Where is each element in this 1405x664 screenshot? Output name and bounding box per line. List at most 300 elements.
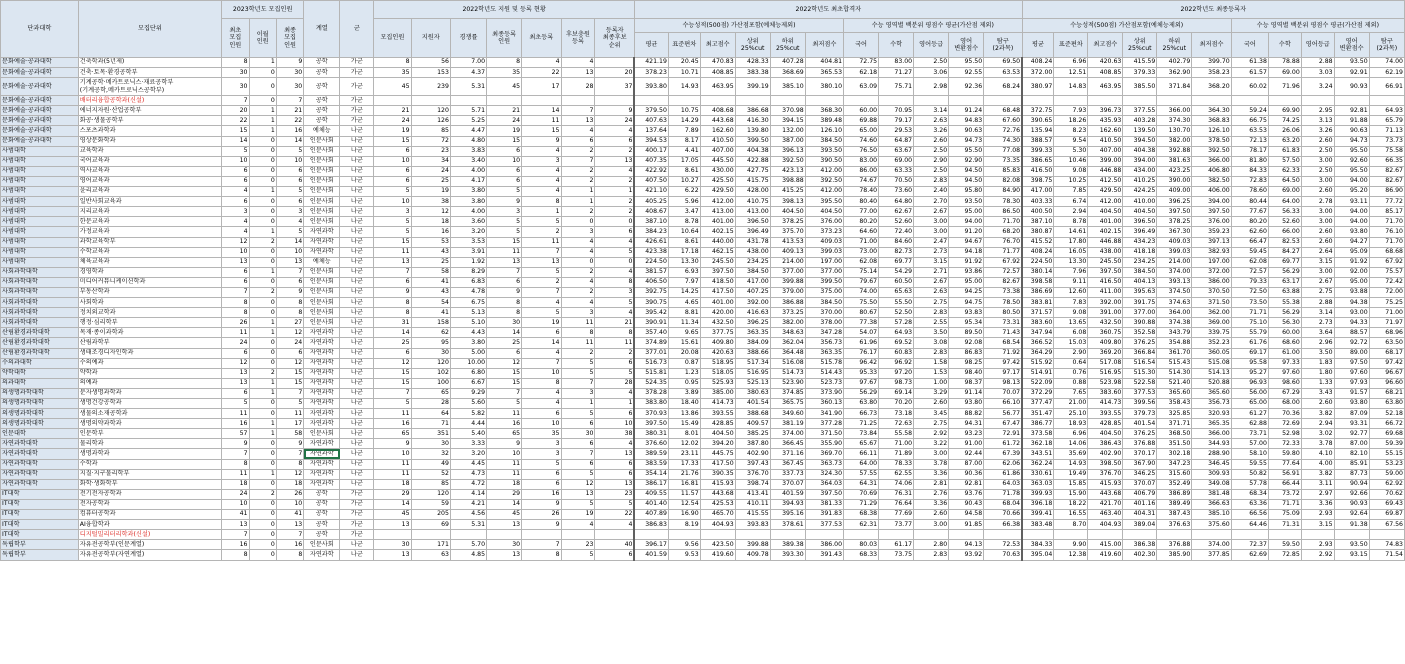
cell-apply[interactable]: 3.60	[450, 217, 486, 227]
cell-first[interactable]: 404.81	[805, 58, 843, 68]
cell-final[interactable]	[1054, 96, 1088, 106]
cell-apply[interactable]: 14	[522, 106, 561, 116]
cell-final[interactable]: 91.38	[1334, 520, 1369, 530]
cell-final[interactable]: 362.24	[1022, 459, 1054, 469]
cell-final[interactable]: 72.00	[1369, 287, 1404, 297]
cell-apply[interactable]: 21	[374, 106, 411, 116]
cell-final[interactable]: 77.72	[1369, 197, 1404, 207]
cell-univ[interactable]: IT대학	[1, 510, 79, 520]
cell-final[interactable]: 412.50	[1088, 176, 1123, 186]
cell-apply[interactable]: 5	[561, 499, 595, 509]
cell-final[interactable]: 3.26	[1301, 126, 1334, 136]
cell-apply[interactable]: 10	[522, 368, 561, 378]
cell-final[interactable]: 94.38	[1334, 298, 1369, 308]
cell-final[interactable]: 364.00	[1157, 308, 1192, 318]
cell-apply[interactable]: 10	[487, 156, 522, 166]
cell-first[interactable]: 62.55	[879, 469, 914, 479]
cell-first[interactable]: 8.19	[668, 520, 700, 530]
cell-final[interactable]: 394.00	[1192, 197, 1231, 207]
cell-apply[interactable]: 5	[595, 298, 635, 308]
cell-final[interactable]: 50.82	[1231, 469, 1268, 479]
cell-first[interactable]: 417.00	[735, 277, 770, 287]
cell-apply[interactable]: 6.67	[450, 378, 486, 388]
cell-final[interactable]: 371.84	[1157, 78, 1192, 96]
cell-first[interactable]: 410.50	[700, 136, 735, 146]
cell-track[interactable]: 인문사회	[304, 197, 340, 207]
cell-final[interactable]: 370.50	[1192, 287, 1231, 297]
cell-apply[interactable]: 7	[522, 247, 561, 257]
cell-plan[interactable]: 0	[249, 439, 276, 449]
cell-apply[interactable]: 3	[561, 308, 595, 318]
cell-final[interactable]: 63.88	[1268, 287, 1301, 297]
cell-plan[interactable]: 0	[249, 459, 276, 469]
cell-final[interactable]: 361.70	[1157, 348, 1192, 358]
cell-final[interactable]: 8.23	[1054, 126, 1088, 136]
cell-first[interactable]: 20.45	[668, 58, 700, 68]
cell-plan[interactable]: 0	[249, 540, 276, 550]
cell-first[interactable]: 1.00	[914, 378, 949, 388]
cell-first[interactable]: 55.50	[879, 298, 914, 308]
cell-final[interactable]: 26.06	[1268, 126, 1301, 136]
cell-final[interactable]: 71.71	[1231, 308, 1268, 318]
cell-first[interactable]: 8.81	[668, 308, 700, 318]
cell-final[interactable]: 95.50	[1334, 166, 1369, 176]
cell-track[interactable]: 인문사회	[304, 287, 340, 297]
cell-apply[interactable]: 65	[487, 429, 522, 439]
cell-apply[interactable]: 8	[595, 277, 635, 287]
cell-final[interactable]: 380.87	[1022, 227, 1054, 237]
cell-final[interactable]: 3.00	[1301, 207, 1334, 217]
cell-apply[interactable]: 6	[374, 277, 411, 287]
cell-first[interactable]: 98.37	[949, 378, 984, 388]
cell-first[interactable]: 418.50	[700, 277, 735, 287]
cell-unit[interactable]: 배터리융합공학과(신설)	[78, 96, 221, 106]
cell-apply[interactable]: 16	[374, 419, 411, 429]
cell-apply[interactable]: 8	[595, 328, 635, 338]
cell-final[interactable]: 64.50	[1268, 176, 1301, 186]
cell-final[interactable]: 68.60	[1268, 338, 1301, 348]
cell-apply[interactable]: 4	[561, 277, 595, 287]
cell-first[interactable]: 91.92	[949, 257, 984, 267]
cell-first[interactable]: 14.29	[668, 116, 700, 126]
cell-first[interactable]: 8.17	[668, 136, 700, 146]
cell-plan[interactable]: 4	[222, 217, 249, 227]
cell-final[interactable]: 399.03	[1157, 247, 1192, 257]
cell-first[interactable]: 4.41	[668, 146, 700, 156]
cell-first[interactable]: 97.67	[844, 378, 879, 388]
cell-first[interactable]: 60.50	[879, 277, 914, 287]
cell-plan[interactable]: 21	[276, 106, 303, 116]
cell-apply[interactable]: 14	[374, 499, 411, 509]
cell-first[interactable]	[634, 96, 668, 106]
cell-univ[interactable]: IT대학	[1, 489, 79, 499]
cell-first[interactable]: 92.55	[949, 68, 984, 78]
cell-plan[interactable]: 24	[222, 489, 249, 499]
cell-first[interactable]: 11.34	[668, 318, 700, 328]
cell-gun[interactable]: 가군	[340, 520, 374, 530]
cell-apply[interactable]: 4	[561, 520, 595, 530]
cell-first[interactable]: 381.33	[805, 499, 843, 509]
cell-final[interactable]: 3.00	[1301, 156, 1334, 166]
cell-first[interactable]: 391.43	[805, 550, 843, 560]
cell-first[interactable]: 62.18	[844, 68, 879, 78]
cell-apply[interactable]: 72	[411, 136, 450, 146]
cell-final[interactable]: 356.73	[1192, 399, 1231, 409]
cell-apply[interactable]: 7	[374, 267, 411, 277]
cell-final[interactable]: 399.00	[1088, 156, 1123, 166]
cell-final[interactable]: 383.60	[1022, 318, 1054, 328]
cell-final[interactable]: 443.68	[1088, 489, 1123, 499]
cell-first[interactable]: 412.00	[805, 166, 843, 176]
cell-first[interactable]: 95.34	[949, 318, 984, 328]
cell-univ[interactable]: 산림환경과학대학	[1, 338, 79, 348]
cell-first[interactable]: 64.87	[879, 136, 914, 146]
cell-final[interactable]: 309.93	[1192, 469, 1231, 479]
cell-plan[interactable]: 24	[222, 338, 249, 348]
cell-final[interactable]: 417.00	[1022, 187, 1054, 197]
cell-plan[interactable]: 20	[222, 106, 249, 116]
cell-track[interactable]: 인문사회	[304, 308, 340, 318]
cell-first[interactable]: 93.80	[949, 399, 984, 409]
cell-plan[interactable]: 0	[249, 197, 276, 207]
cell-final[interactable]: 58.10	[1231, 449, 1268, 459]
cell-first[interactable]: 126.10	[805, 126, 843, 136]
cell-final[interactable]: 366.00	[1192, 156, 1231, 166]
cell-final[interactable]: 76.10	[1369, 227, 1404, 237]
cell-first[interactable]: 523.73	[805, 378, 843, 388]
cell-gun[interactable]: 나군	[340, 146, 374, 156]
cell-plan[interactable]: 7	[222, 449, 249, 459]
cell-first[interactable]: 383.38	[735, 68, 770, 78]
cell-final[interactable]: 4.00	[1301, 459, 1334, 469]
cell-track[interactable]: 공학	[304, 58, 340, 68]
cell-final[interactable]: 65.79	[1369, 116, 1404, 126]
cell-final[interactable]: 94.27	[1334, 237, 1369, 247]
cell-gun[interactable]: 가군	[340, 530, 374, 540]
cell-plan[interactable]: 6	[222, 267, 249, 277]
cell-unit[interactable]: 물리학과	[78, 439, 221, 449]
cell-first[interactable]: 381.57	[634, 267, 668, 277]
cell-apply[interactable]: 49	[411, 459, 450, 469]
cell-plan[interactable]: 13	[222, 378, 249, 388]
cell-apply[interactable]: 10	[595, 419, 635, 429]
cell-plan[interactable]: 5	[222, 399, 249, 409]
cell-first[interactable]: 71.70	[984, 217, 1022, 227]
cell-final[interactable]: 197.00	[1192, 257, 1231, 267]
cell-first[interactable]: 65.63	[879, 287, 914, 297]
cell-first[interactable]: 64.03	[984, 479, 1022, 489]
cell-final[interactable]: 376.88	[1123, 439, 1157, 449]
cell-first[interactable]: 356.73	[805, 338, 843, 348]
cell-apply[interactable]: 23	[595, 489, 635, 499]
cell-first[interactable]: 404.50	[700, 429, 735, 439]
cell-apply[interactable]: 11	[561, 318, 595, 328]
cell-first[interactable]: 3.00	[914, 217, 949, 227]
cell-apply[interactable]: 8	[522, 378, 561, 388]
cell-apply[interactable]: 5	[595, 368, 635, 378]
cell-apply[interactable]: 4	[561, 58, 595, 68]
cell-first[interactable]: 23.11	[668, 449, 700, 459]
cell-apply[interactable]: 11	[374, 469, 411, 479]
cell-first[interactable]: 373.25	[770, 308, 805, 318]
cell-univ[interactable]: 사범대학	[1, 156, 79, 166]
cell-first[interactable]: 6.93	[668, 267, 700, 277]
cell-first[interactable]: 408.85	[700, 68, 735, 78]
cell-univ[interactable]: 문화예술·공과대학	[1, 78, 79, 96]
cell-first[interactable]: 76.70	[984, 237, 1022, 247]
cell-final[interactable]: 80.44	[1231, 197, 1268, 207]
cell-first[interactable]: 7.89	[668, 126, 700, 136]
cell-first[interactable]: 73.38	[984, 287, 1022, 297]
cell-first[interactable]: 398.13	[770, 197, 805, 207]
cell-final[interactable]: 401.00	[1088, 217, 1123, 227]
cell-final[interactable]: 70.36	[1268, 409, 1301, 419]
cell-first[interactable]: 20.08	[668, 348, 700, 358]
cell-final[interactable]: 15.85	[1054, 479, 1088, 489]
cell-apply[interactable]: 4	[595, 267, 635, 277]
cell-first[interactable]: 63.53	[984, 68, 1022, 78]
cell-final[interactable]: 61.76	[1231, 338, 1268, 348]
cell-plan[interactable]: 9	[276, 58, 303, 68]
cell-final[interactable]: 13.30	[1054, 257, 1088, 267]
cell-first[interactable]	[805, 530, 843, 540]
cell-apply[interactable]: 6.75	[450, 298, 486, 308]
cell-first[interactable]: 407.28	[770, 58, 805, 68]
cell-apply[interactable]: 3	[374, 207, 411, 217]
cell-apply[interactable]: 5	[561, 550, 595, 560]
cell-final[interactable]: 414.73	[1088, 399, 1123, 409]
cell-first[interactable]: 463.95	[700, 78, 735, 96]
cell-first[interactable]: 417.50	[700, 459, 735, 469]
cell-final[interactable]: 376.88	[1157, 540, 1192, 550]
cell-apply[interactable]: 45	[374, 78, 411, 96]
cell-plan[interactable]: 41	[276, 510, 303, 520]
cell-apply[interactable]: 30	[374, 540, 411, 550]
cell-final[interactable]: 344.93	[1192, 439, 1231, 449]
cell-apply[interactable]: 5.31	[450, 520, 486, 530]
cell-first[interactable]: 366.45	[770, 439, 805, 449]
cell-final[interactable]: 89.00	[1334, 348, 1369, 358]
cell-gun[interactable]: 나군	[340, 479, 374, 489]
cell-final[interactable]: 87.00	[1334, 439, 1369, 449]
cell-final[interactable]: 411.00	[1088, 287, 1123, 297]
cell-first[interactable]: 14.25	[668, 287, 700, 297]
cell-apply[interactable]: 63	[411, 550, 450, 560]
cell-first[interactable]: 71.89	[879, 449, 914, 459]
cell-first[interactable]: 3.00	[914, 449, 949, 459]
cell-first[interactable]: 380.10	[805, 78, 843, 96]
cell-final[interactable]: 73.73	[1369, 136, 1404, 146]
cell-first[interactable]: 399.19	[735, 78, 770, 96]
cell-final[interactable]: 408.24	[1022, 58, 1054, 68]
cell-track[interactable]: 공학	[304, 116, 340, 126]
cell-first[interactable]: 2.75	[914, 298, 949, 308]
cell-apply[interactable]: 13	[561, 68, 595, 78]
cell-final[interactable]: 434.23	[1123, 237, 1157, 247]
cell-first[interactable]: 525.93	[700, 378, 735, 388]
cell-final[interactable]: 2.93	[1301, 540, 1334, 550]
cell-final[interactable]: 415.00	[1088, 540, 1123, 550]
cell-first[interactable]: 94.73	[949, 136, 984, 146]
cell-first[interactable]: 0.95	[668, 378, 700, 388]
cell-final[interactable]: 8.70	[1054, 520, 1088, 530]
cell-univ[interactable]: 문화예술·공과대학	[1, 96, 79, 106]
cell-plan[interactable]: 0	[249, 176, 276, 186]
cell-apply[interactable]: 4	[522, 388, 561, 398]
cell-final[interactable]: 55.38	[1268, 298, 1301, 308]
cell-final[interactable]: 3.00	[1301, 176, 1334, 186]
cell-final[interactable]: 3.64	[1301, 328, 1334, 338]
cell-first[interactable]: 394.53	[634, 136, 668, 146]
cell-apply[interactable]: 8	[522, 197, 561, 207]
cell-final[interactable]	[1157, 96, 1192, 106]
cell-apply[interactable]	[487, 96, 522, 106]
cell-gun[interactable]: 나군	[340, 429, 374, 439]
cell-final[interactable]: 351.50	[1157, 439, 1192, 449]
cell-first[interactable]	[805, 96, 843, 106]
cell-final[interactable]: 419.60	[1088, 550, 1123, 560]
cell-univ[interactable]: 문화예술·공과대학	[1, 68, 79, 78]
cell-final[interactable]: 2.50	[1301, 166, 1334, 176]
cell-final[interactable]: 346.45	[1192, 459, 1231, 469]
cell-plan[interactable]: 30	[276, 78, 303, 96]
cell-apply[interactable]: 16	[522, 489, 561, 499]
cell-final[interactable]	[1334, 96, 1369, 106]
cell-first[interactable]: 15.49	[668, 419, 700, 429]
cell-first[interactable]: 62.06	[984, 459, 1022, 469]
cell-apply[interactable]: 65	[374, 429, 411, 439]
cell-univ[interactable]: 의생명과학대학	[1, 399, 79, 409]
cell-plan[interactable]: 9	[276, 287, 303, 297]
cell-plan[interactable]: 22	[222, 116, 249, 126]
cell-first[interactable]: 94.13	[949, 540, 984, 550]
cell-first[interactable]	[984, 96, 1022, 106]
cell-final[interactable]: 2.50	[1301, 146, 1334, 156]
cell-apply[interactable]: 11	[595, 338, 635, 348]
cell-apply[interactable]: 3	[522, 439, 561, 449]
cell-unit[interactable]: 화공·생물공학부	[78, 116, 221, 126]
cell-apply[interactable]: 5.10	[450, 318, 486, 328]
cell-first[interactable]: 377.75	[700, 328, 735, 338]
cell-first[interactable]: 74.30	[984, 136, 1022, 146]
cell-final[interactable]: 80.20	[1231, 217, 1268, 227]
cell-final[interactable]: 12.38	[1054, 550, 1088, 560]
cell-track[interactable]: 자연과학	[304, 338, 340, 348]
cell-plan[interactable]: 10	[222, 247, 249, 257]
cell-track[interactable]: 자연과학	[304, 348, 340, 358]
cell-apply[interactable]: 12	[374, 358, 411, 368]
cell-plan[interactable]: 0	[249, 520, 276, 530]
cell-final[interactable]: 74.00	[1369, 58, 1404, 68]
cell-final[interactable]: 87.73	[1334, 469, 1369, 479]
cell-final[interactable]: 410.50	[1088, 136, 1123, 146]
cell-unit[interactable]: 의예과	[78, 378, 221, 388]
cell-first[interactable]: 410.75	[735, 197, 770, 207]
cell-plan[interactable]: 30	[222, 68, 249, 78]
cell-first[interactable]: 390.50	[805, 156, 843, 166]
cell-track[interactable]: 인문사회	[304, 136, 340, 146]
cell-apply[interactable]: 12	[487, 358, 522, 368]
cell-plan[interactable]: 1	[249, 187, 276, 197]
cell-unit[interactable]: 경영학과	[78, 267, 221, 277]
cell-first[interactable]: 74.67	[844, 176, 879, 186]
cell-final[interactable]: 386.77	[1022, 419, 1054, 429]
cell-unit[interactable]: 행정·심리학부	[78, 318, 221, 328]
cell-track[interactable]: 공학	[304, 68, 340, 78]
cell-final[interactable]: 365.60	[1157, 388, 1192, 398]
cell-apply[interactable]: 5	[374, 399, 411, 409]
cell-unit[interactable]: 생명의약과학과	[78, 419, 221, 429]
cell-plan[interactable]: 10	[222, 499, 249, 509]
cell-univ[interactable]: 사범대학	[1, 247, 79, 257]
cell-first[interactable]: 3.29	[914, 388, 949, 398]
cell-final[interactable]: 63.36	[1231, 499, 1268, 509]
cell-final[interactable]: 379.73	[1123, 409, 1157, 419]
cell-apply[interactable]: 3	[487, 207, 522, 217]
cell-first[interactable]: 3.36	[914, 499, 949, 509]
cell-apply[interactable]: 15	[374, 378, 411, 388]
cell-first[interactable]: 423.13	[770, 166, 805, 176]
cell-final[interactable]: 135.94	[1022, 126, 1054, 136]
cell-unit[interactable]: 부동산학과	[78, 287, 221, 297]
cell-plan[interactable]: 15	[276, 378, 303, 388]
cell-first[interactable]: 443.68	[700, 116, 735, 126]
cell-first[interactable]: 462.15	[700, 247, 735, 257]
cell-final[interactable]: 404.50	[1088, 207, 1123, 217]
cell-first[interactable]: 72.40	[879, 227, 914, 237]
cell-final[interactable]: 366.52	[1022, 338, 1054, 348]
cell-plan[interactable]: 0	[249, 550, 276, 560]
cell-apply[interactable]: 158	[411, 318, 450, 328]
cell-apply[interactable]: 7	[487, 267, 522, 277]
cell-first[interactable]: 82.08	[984, 176, 1022, 186]
cell-plan[interactable]: 10	[276, 499, 303, 509]
cell-first[interactable]: 378.00	[805, 318, 843, 328]
cell-final[interactable]: 69.87	[1369, 510, 1404, 520]
cell-apply[interactable]: 11	[487, 459, 522, 469]
cell-first[interactable]: 381.19	[770, 419, 805, 429]
cell-final[interactable]: 66.35	[1369, 156, 1404, 166]
cell-final[interactable]: 65.00	[1231, 399, 1268, 409]
cell-first[interactable]: 408.68	[700, 106, 735, 116]
cell-apply[interactable]: 6	[522, 328, 561, 338]
cell-final[interactable]	[1123, 530, 1157, 540]
cell-first[interactable]: 3.06	[914, 68, 949, 78]
cell-first[interactable]: 3.00	[914, 227, 949, 237]
cell-final[interactable]: 63.80	[1369, 399, 1404, 409]
cell-apply[interactable]: 28	[411, 399, 450, 409]
cell-first[interactable]: 409.13	[770, 247, 805, 257]
cell-first[interactable]: 376.70	[735, 469, 770, 479]
cell-first[interactable]: 94.31	[949, 419, 984, 429]
cell-final[interactable]: 396.25	[1157, 197, 1192, 207]
cell-apply[interactable]: 15	[374, 136, 411, 146]
cell-apply[interactable]: 8.29	[450, 267, 486, 277]
cell-final[interactable]	[1088, 530, 1123, 540]
cell-apply[interactable]: 2	[561, 176, 595, 186]
cell-final[interactable]: 72.42	[1369, 277, 1404, 287]
cell-first[interactable]: 80.40	[844, 197, 879, 207]
cell-final[interactable]: 404.50	[1123, 207, 1157, 217]
cell-apply[interactable]: 59	[411, 499, 450, 509]
cell-first[interactable]: 384.09	[735, 338, 770, 348]
cell-apply[interactable]: 85	[411, 479, 450, 489]
cell-apply[interactable]	[487, 530, 522, 540]
cell-first[interactable]: 75.50	[844, 298, 879, 308]
cell-first[interactable]: 417.50	[700, 287, 735, 297]
cell-unit[interactable]: 에너지자원·산업공학부	[78, 106, 221, 116]
cell-final[interactable]: 369.20	[1088, 348, 1123, 358]
